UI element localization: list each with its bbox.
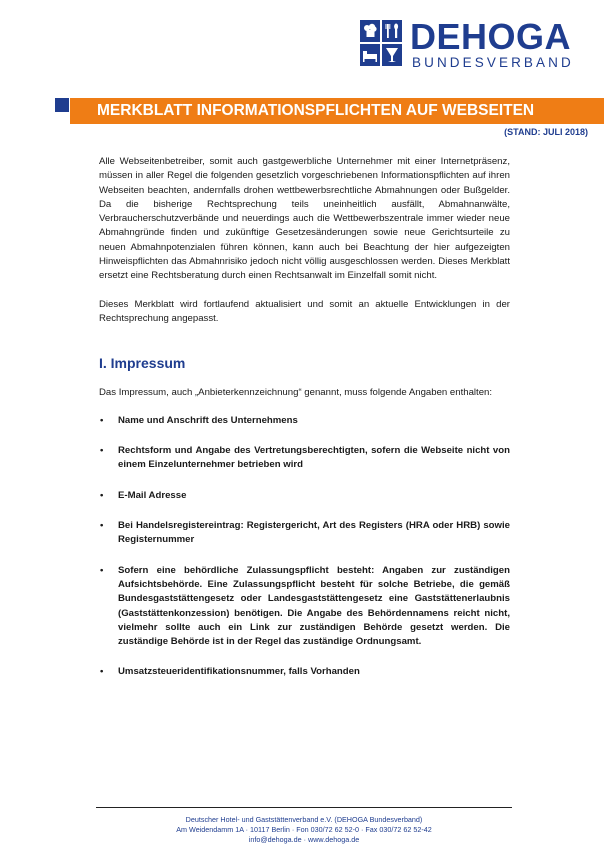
- footer-divider: [96, 807, 512, 808]
- dehoga-emblem-icon: [360, 20, 404, 68]
- list-item: [99, 665, 510, 679]
- list-item-text: Sofern eine behördliche Zulassungspflicht besteht: Angaben zur zuständigen Aufsichtsbehörde. Eine Zulassungspflicht besteht für solche Betriebe, die gemäß Bundesgaststättengesetz oder Landesgaststättengesetz eine Gaststättenerlaubnis (Gaststättenkonzession) benötigen. Die Angabe des Behördennamens reicht nicht, vielmehr sollte auch ein Link zur zuständigen Behörde gesetzt werden. Die zuständige Behörde ist in der Regel das zuständige Ordnungsamt.: [118, 564, 510, 648]
- bullet-icon: •: [100, 564, 104, 576]
- list-item-text: Umsatzsteueridentifikationsnummer, falls Vorhanden: [118, 666, 360, 678]
- list-item: [99, 519, 510, 548]
- dehoga-logo: [360, 16, 596, 72]
- bullet-icon: •: [100, 414, 104, 426]
- footer: [96, 815, 512, 845]
- document-date: (STAND: JULI 2018): [504, 127, 588, 137]
- impressum-list: [99, 414, 510, 680]
- bullet-icon: •: [100, 445, 104, 457]
- main-content: [99, 155, 510, 696]
- section-title-impressum: I. Impressum: [99, 355, 186, 372]
- list-item-text: E-Mail Adresse: [118, 489, 187, 501]
- list-item-text: Rechtsform und Angabe des Vertretungsberechtigten, sofern die Webseite nicht von einem Einzelunternehmer betrieben wird: [118, 445, 510, 471]
- list-item: [99, 489, 510, 503]
- bullet-icon: •: [100, 520, 104, 532]
- footer-address: Am Weidendamm 1A · 10117 Berlin · Fon 030/72 62 52-0 · Fax 030/72 62 52-42: [176, 825, 432, 834]
- intro-paragraph: Alle Webseitenbetreiber, somit auch gastgewerbliche Unternehmer mit einer Internetpräsenz, müssen in aller Regel die folgenden gesetzlich vorgeschriebenen Informationspflichten auf ihren Webseiten beachten, andernfalls drohen wettbewerbsrechtliche Abmahnungen oder Bußgelder. Da die bisherige Rechtsprechung teils uneinheitlich ausfällt, Abmahnanwälte, Verbraucherschutzverbände und neuerdings auch die Wettbewerbszentrale immer wieder neue Abmahngründe finden und zukünftige Gesetzesänderungen sowie neue Gerichtsurteile zu neuen Abmahnpotenzialen führen können, kann auch bei Beachtung der hier aufgezeigten Hinweispflichten das Abmahnrisiko jedoch nicht völlig ausgeschlossen werden. Dieses Merkblatt ersetzt eine Rechtsberatung durch einen Rechtsanwalt im Einzelfall somit nicht.: [99, 156, 510, 282]
- list-item-text: Bei Handelsregistereintrag: Registergericht, Art des Registers (HRA oder HRB) sowie Registernummer: [118, 520, 510, 546]
- list-item: [99, 444, 510, 473]
- logo-wordmark: DEHOGA: [410, 16, 572, 57]
- list-item-text: Name und Anschrift des Unternehmens: [118, 414, 298, 426]
- list-item: [99, 414, 510, 428]
- header-blue-square: [55, 98, 69, 112]
- document-title: MERKBLATT INFORMATIONSPFLICHTEN AUF WEBSEITEN: [70, 98, 604, 124]
- update-paragraph: Dieses Merkblatt wird fortlaufend aktualisiert und somit an aktuelle Entwicklungen in der Rechtsprechung angepasst.: [99, 298, 510, 324]
- section-intro: Das Impressum, auch „Anbieterkennzeichnung“ genannt, muss folgende Angaben enthalten:: [99, 386, 493, 398]
- list-item: [99, 564, 510, 650]
- bullet-icon: •: [100, 666, 104, 678]
- logo-subtitle: BUNDESVERBAND: [412, 55, 574, 70]
- bullet-icon: •: [100, 489, 104, 501]
- footer-contact: info@dehoga.de · www.dehoga.de: [248, 835, 360, 844]
- footer-organization: Deutscher Hotel- und Gaststättenverband e.V. (DEHOGA Bundesverband): [185, 815, 423, 824]
